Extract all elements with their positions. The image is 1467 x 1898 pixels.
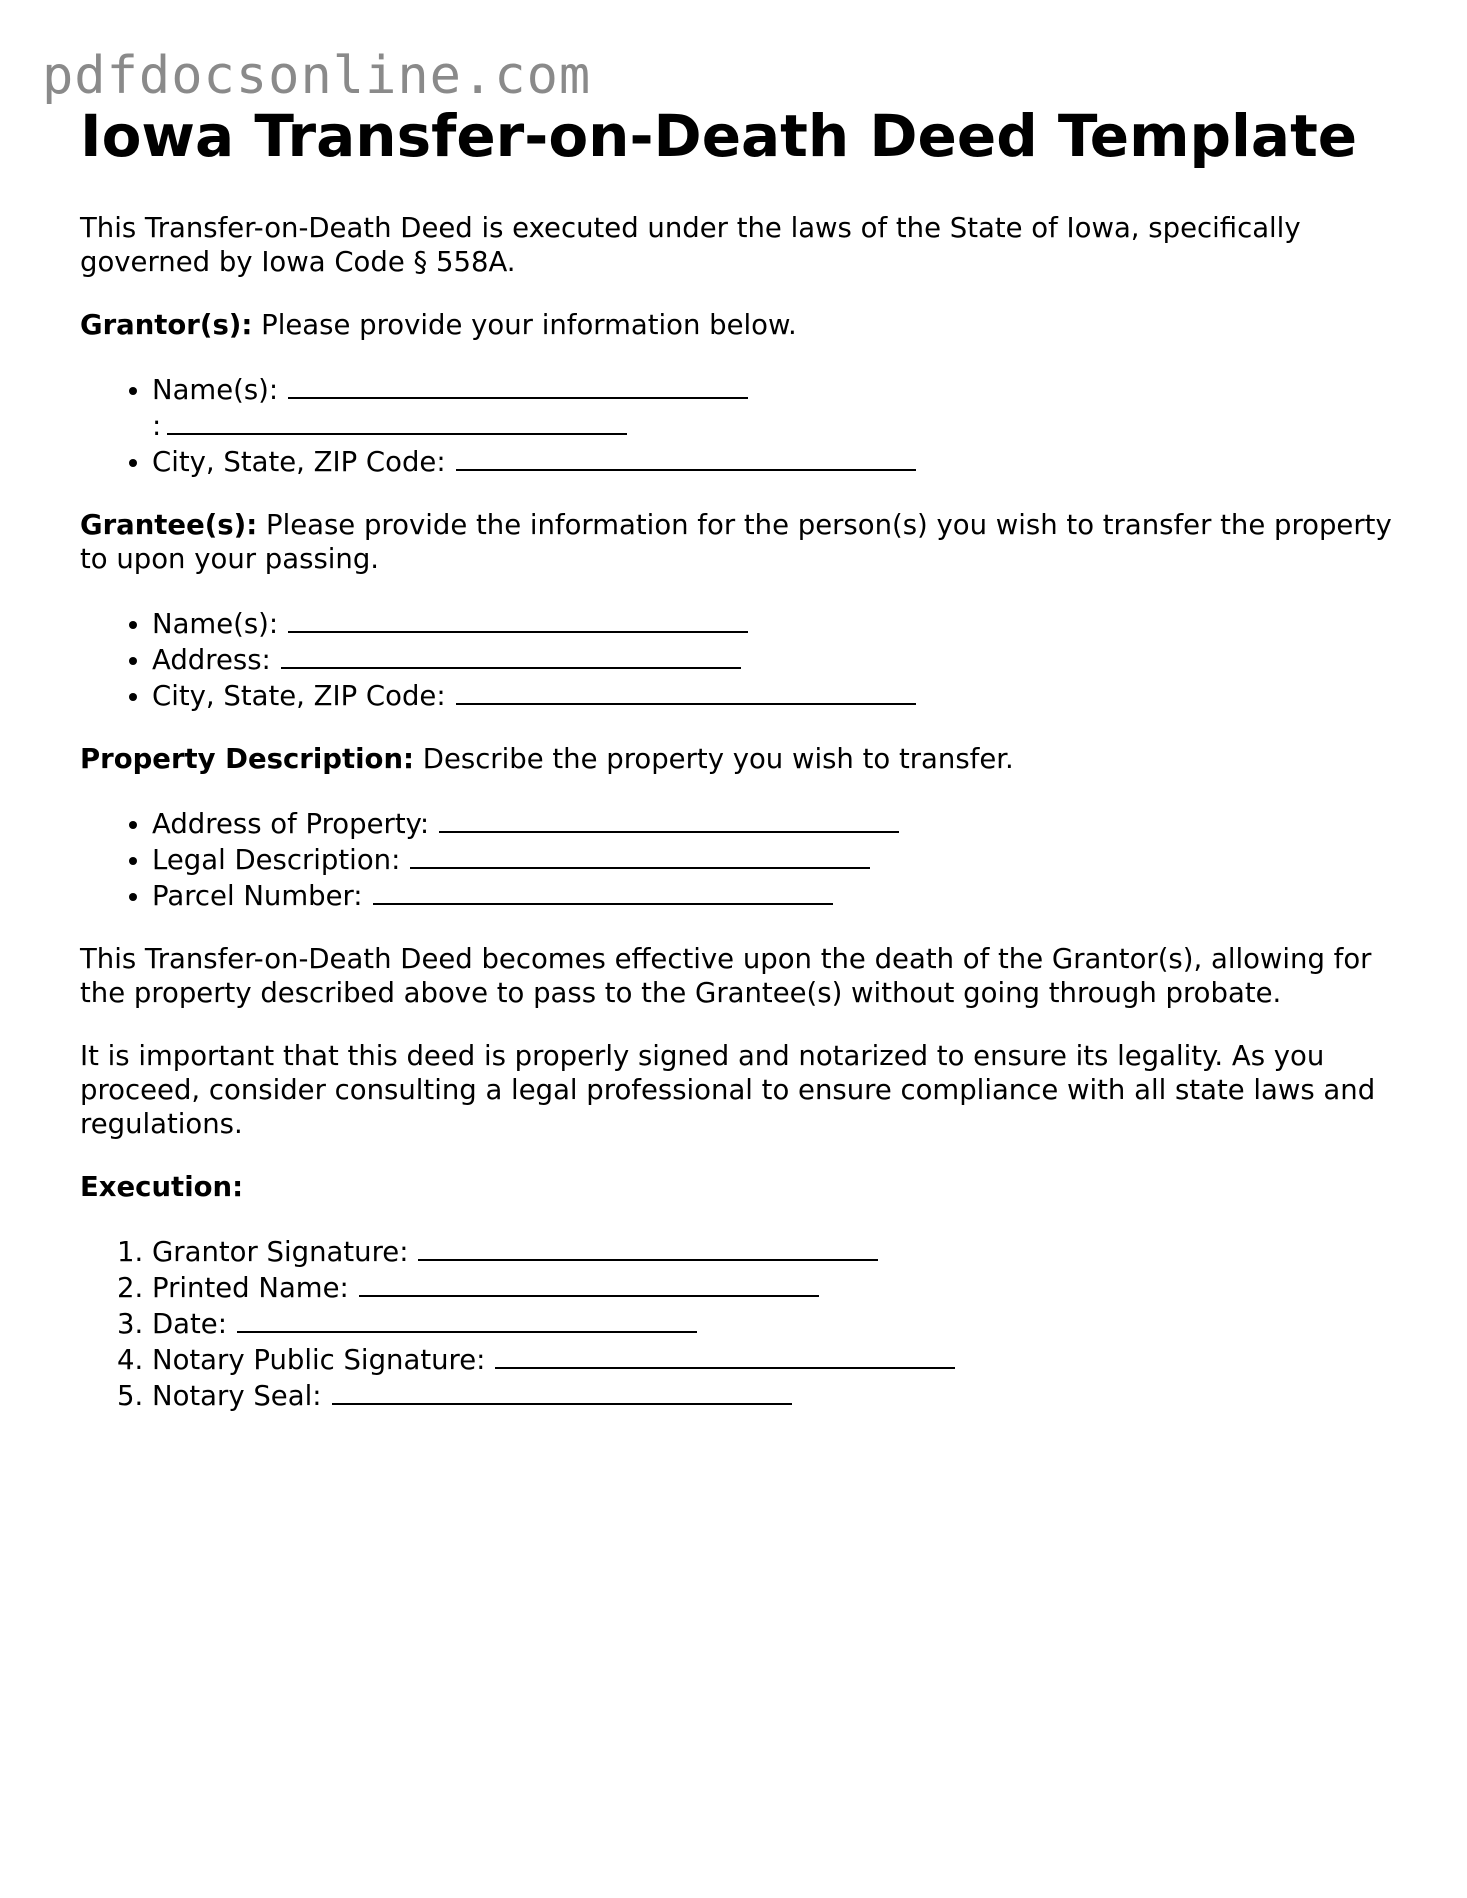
watermark: pdfdocsonline.com	[42, 46, 592, 106]
field-label: Address of Property:	[152, 808, 430, 840]
fill-in-blank[interactable]	[167, 407, 627, 435]
grantor-address-field	[152, 407, 1410, 443]
field-label: Date:	[152, 1308, 227, 1340]
grantee-label: Grantee(s):	[80, 509, 258, 541]
field-label: City, State, ZIP Code:	[152, 680, 446, 712]
date-field	[152, 1305, 1410, 1341]
field-label: Notary Public Signature:	[152, 1344, 486, 1376]
notary-signature-field	[152, 1341, 1410, 1377]
execution-heading	[80, 1170, 1410, 1204]
grantor-signature-field	[152, 1233, 1410, 1269]
fill-in-blank[interactable]	[456, 443, 916, 471]
fill-in-blank[interactable]	[495, 1341, 955, 1369]
fill-in-blank[interactable]	[281, 641, 741, 669]
notary-seal-field	[152, 1377, 1410, 1413]
fill-in-blank[interactable]	[288, 605, 748, 633]
field-label: :	[152, 410, 162, 442]
field-label: Name(s):	[152, 608, 279, 640]
notary-paragraph: It is important that this deed is properly signed and notarized to ensure its legality. As you proceed, consider consulting a legal professional to ensure compliance with all state laws and regulations.	[80, 1040, 1376, 1140]
field-label: Parcel Number:	[152, 880, 363, 912]
fill-in-blank[interactable]	[332, 1377, 792, 1405]
fill-in-blank[interactable]	[237, 1305, 697, 1333]
property-fields	[80, 805, 1410, 913]
fill-in-blank[interactable]	[439, 805, 899, 833]
property-legal-description-field	[152, 841, 1410, 877]
field-label: Printed Name:	[152, 1272, 349, 1304]
field-label: City, State, ZIP Code:	[152, 446, 446, 478]
grantor-fields	[80, 371, 1410, 479]
property-address-field	[152, 805, 1410, 841]
fill-in-blank[interactable]	[373, 877, 833, 905]
fill-in-blank[interactable]	[410, 841, 870, 869]
effective-paragraph: This Transfer-on-Death Deed becomes effective upon the death of the Grantor(s), allowing for the property described above to pass to the Grantee(s) without going through probate.	[80, 943, 1372, 1009]
document-page	[80, 100, 1410, 1413]
grantee-instructions: Please provide the information for the person(s) you wish to transfer the property to upon your passing.	[80, 509, 1392, 575]
grantor-city-field	[152, 443, 1410, 479]
execution-fields	[80, 1233, 1410, 1413]
printed-name-field	[152, 1269, 1410, 1305]
execution-label: Execution:	[80, 1171, 244, 1203]
grantee-city-field	[152, 677, 1410, 713]
fill-in-blank[interactable]	[418, 1233, 878, 1261]
property-heading	[80, 742, 1410, 776]
grantor-heading	[80, 308, 1410, 342]
property-instructions: Describe the property you wish to transfer.	[422, 743, 1014, 775]
fill-in-blank[interactable]	[456, 677, 916, 705]
fill-in-blank[interactable]	[359, 1269, 819, 1297]
page-title: Iowa Transfer-on-Death Deed Template	[80, 102, 1358, 170]
field-label: Name(s):	[152, 374, 279, 406]
property-label: Property Description:	[80, 743, 415, 775]
field-label: Grantor Signature:	[152, 1236, 409, 1268]
grantor-name-field	[152, 371, 1410, 407]
field-label: Notary Seal:	[152, 1380, 322, 1412]
field-label: Address:	[152, 644, 271, 676]
grantee-name-field	[152, 605, 1410, 641]
grantor-label: Grantor(s):	[80, 309, 253, 341]
fill-in-blank[interactable]	[288, 371, 748, 399]
grantee-address-field	[152, 641, 1410, 677]
grantor-instructions: Please provide your information below.	[261, 309, 797, 341]
property-parcel-number-field	[152, 877, 1410, 913]
grantee-heading	[80, 508, 1410, 576]
grantee-fields	[80, 605, 1410, 713]
field-label: Legal Description:	[152, 844, 401, 876]
intro-paragraph: This Transfer-on-Death Deed is executed under the laws of the State of Iowa, specifically governed by Iowa Code § 558A.	[80, 212, 1301, 278]
